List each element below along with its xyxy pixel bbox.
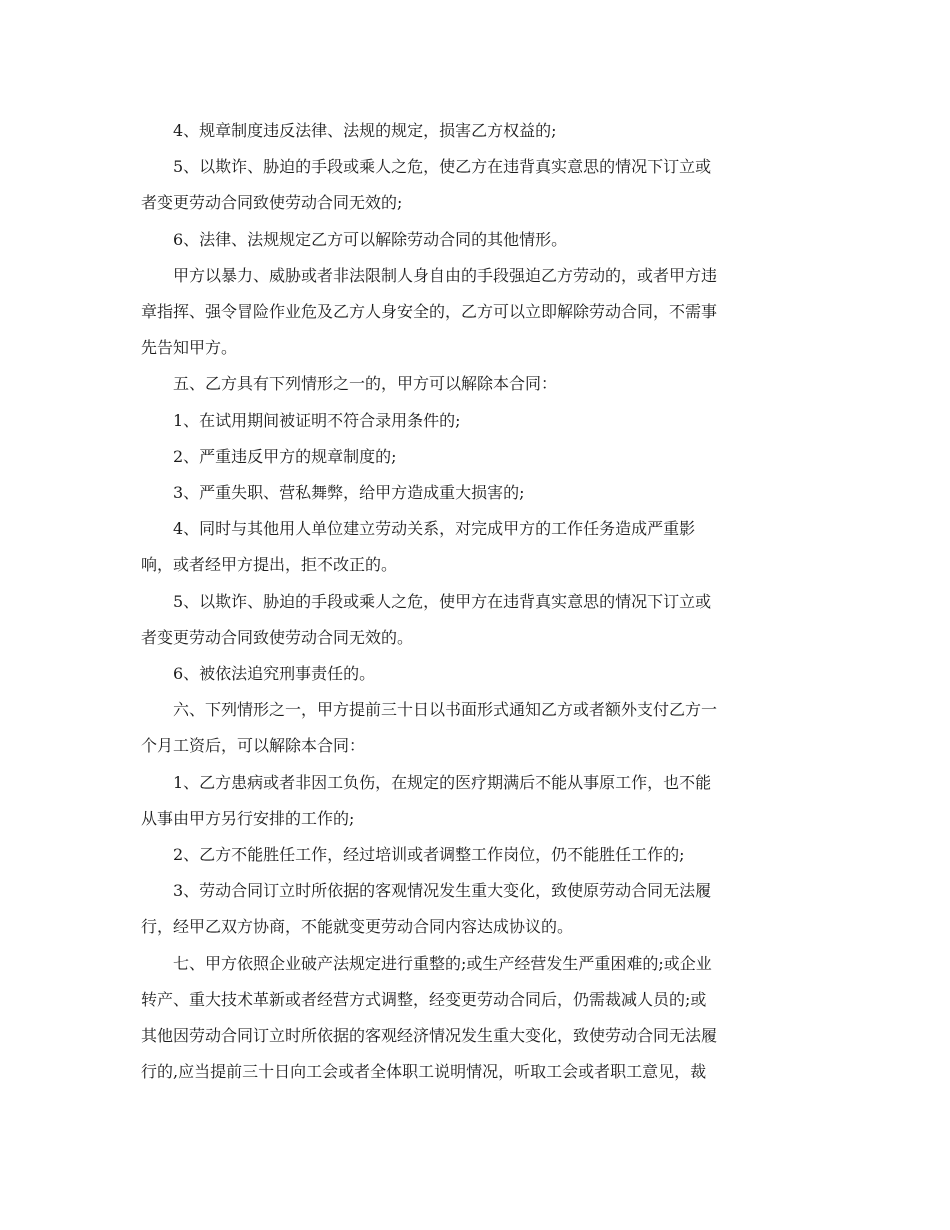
text-line: 个月工资后，可以解除本合同：: [141, 736, 366, 756]
text-line: 1、在试用期间被证明不符合录用条件的;: [173, 410, 461, 430]
text-line: 五、乙方具有下列情形之一的，甲方可以解除本合同：: [173, 374, 558, 394]
text-line: 六、下列情形之一，甲方提前三十日以书面形式通知乙方或者额外支付乙方一: [173, 700, 718, 720]
text-line: 3、劳动合同订立时所依据的客观情况发生重大变化，致使原劳动合同无法履: [173, 881, 712, 901]
text-line: 者变更劳动合同致使劳动合同无效的。: [141, 627, 414, 647]
text-line: 行的,应当提前三十日向工会或者全体职工说明情况，听取工会或者职工意见，裁: [141, 1062, 707, 1082]
text-line: 1、乙方患病或者非因工负伤，在规定的医疗期满后不能从事原工作，也不能: [173, 772, 712, 792]
text-line: 6、被依法追究刑事责任的。: [173, 664, 376, 684]
paragraph: [141, 946, 809, 1091]
document-body: [141, 113, 809, 1090]
text-line: 5、以欺诈、胁迫的手段或乘人之危，使乙方在违背真实意思的情况下订立或: [173, 157, 712, 177]
text-line: 甲方以暴力、威胁或者非法限制人身自由的手段强迫乙方劳动的，或者甲方违: [173, 265, 718, 285]
text-line: 3、严重失职、营私舞弊，给甲方造成重大损害的;: [173, 483, 525, 503]
paragraph: [141, 475, 809, 511]
text-line: 者变更劳动合同致使劳动合同无效的;: [141, 193, 403, 213]
paragraph: [141, 366, 809, 402]
paragraph: [141, 584, 809, 656]
text-line: 4、同时与其他用人单位建立劳动关系，对完成甲方的工作任务造成严重影: [173, 519, 696, 539]
paragraph: [141, 403, 809, 439]
paragraph: [141, 837, 809, 873]
text-line: 2、乙方不能胜任工作，经过培训或者调整工作岗位，仍不能胜任工作的;: [173, 845, 685, 865]
paragraph: [141, 258, 809, 367]
text-line: 2、严重违反甲方的规章制度的;: [173, 446, 397, 466]
paragraph: [141, 765, 809, 837]
text-line: 从事由甲方另行安排的工作的;: [141, 808, 355, 828]
paragraph: [141, 439, 809, 475]
text-line: 5、以欺诈、胁迫的手段或乘人之危，使甲方在违背真实意思的情况下订立或: [173, 591, 712, 611]
text-line: 4、规章制度违反法律、法规的规定，损害乙方权益的;: [173, 121, 557, 140]
paragraph: [141, 692, 809, 764]
paragraph: [141, 149, 809, 221]
paragraph: [141, 511, 809, 583]
text-line: 6、法律、法规规定乙方可以解除劳动合同的其他情形。: [173, 229, 568, 249]
text-line: 响，或者经甲方提出，拒不改正的。: [141, 555, 398, 575]
text-line: 行，经甲乙双方协商，不能就变更劳动合同内容达成协议的。: [141, 917, 574, 937]
text-line: 七、甲方依照企业破产法规定进行重整的;或生产经营发生严重困难的;或企业: [173, 953, 712, 973]
paragraph: [141, 113, 809, 149]
text-line: 章指挥、强令冒险作业危及乙方人身安全的，乙方可以立即解除劳动合同，不需事: [141, 302, 718, 322]
text-line: 转产、重大技术革新或者经营方式调整，经变更劳动合同后，仍需裁减人员的;或: [141, 989, 707, 1009]
text-line: 先告知甲方。: [141, 338, 238, 358]
paragraph: [141, 222, 809, 258]
text-line: 其他因劳动合同订立时所依据的客观经济情况发生重大变化，致使劳动合同无法履: [141, 1026, 718, 1046]
paragraph: [141, 873, 809, 945]
paragraph: [141, 656, 809, 692]
